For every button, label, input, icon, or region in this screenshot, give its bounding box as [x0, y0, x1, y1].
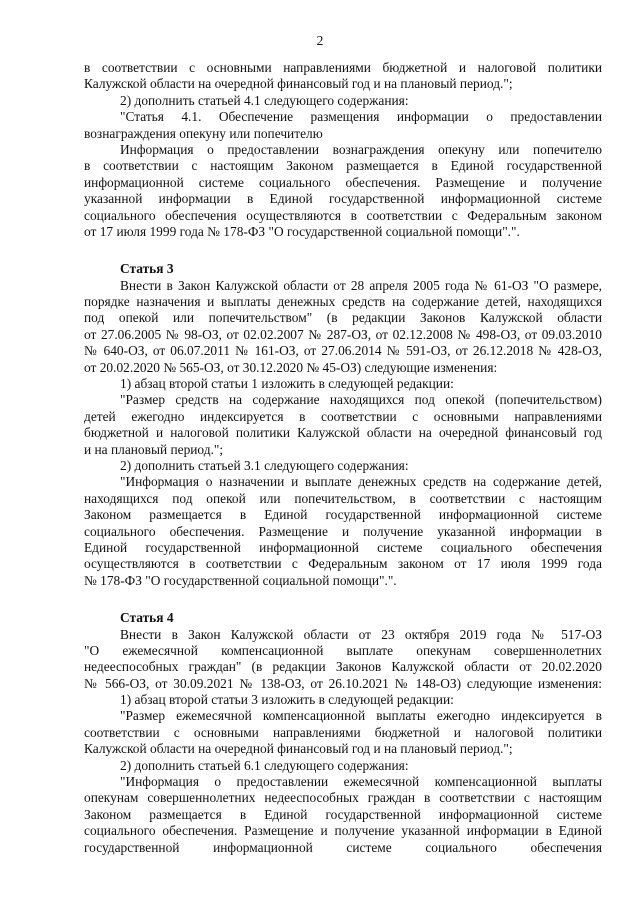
text-line: в соответствии с настоящим Законом размещается в Единой государственной	[84, 158, 602, 174]
paragraph-gap	[84, 589, 602, 610]
text-line: Внести в Закон Калужской области от 23 октября 2019 года № 517-ОЗ	[120, 626, 602, 642]
text-line: от 20.02.2020 № 565-ОЗ, от 30.12.2020 № 45-ОЗ) следующие изменения:	[84, 359, 498, 375]
text-line: вознаграждения опекуну или попечителю	[84, 125, 323, 141]
text-line: информационной системе социального обеспечения. Размещение и получение	[84, 174, 602, 190]
text-line: детей ежегодно индексируется в соответствии с основными направлениями	[84, 408, 602, 424]
text-line: порядке назначения и выплаты денежных средств на содержание детей, находящихся	[84, 294, 602, 310]
text-line: под опекой или попечительством" (в редакции Законов Калужской области	[84, 310, 602, 326]
text-line: недееспособных граждан" (в редакции Законов Калужской области от 20.02.2020	[84, 659, 602, 675]
text-line: государственной информационной системе социального обеспечения	[84, 839, 602, 855]
text-line: бюджетной и налоговой политики Калужской области на очередной финансовый год	[84, 425, 602, 441]
text-line: "Размер средств на содержание находящихся под опекой (попечительством)	[120, 392, 602, 408]
text-line: социального обеспечения. Размещение и получение указанной информации в Единой	[84, 823, 602, 839]
text-line: 2) дополнить статьей 4.1 следующего содержания:	[120, 92, 409, 108]
document-body	[84, 60, 602, 856]
article-heading: Статья 3	[120, 261, 174, 277]
text-line: № 178-ФЗ "О государственной социальной помощи".".	[84, 572, 397, 588]
text-line: "Размер ежемесячной компенсационной выплаты ежегодно индексируется в	[120, 708, 602, 724]
text-line: Информация о предоставлении вознаграждения опекуну или попечителю	[120, 141, 602, 157]
text-line: в соответствии с основными направлениями бюджетной и налоговой политики	[84, 60, 602, 75]
text-line: Калужской области на очередной финансовый год и на плановый период.";	[84, 741, 513, 757]
text-line: № 566-ОЗ, от 30.09.2021 № 138-ОЗ, от 26.10.2021 № 148-ОЗ) следующие изменения:	[84, 675, 602, 691]
paragraph-gap	[84, 240, 602, 261]
text-line: указанной информации в Единой государственной информационной системе	[84, 191, 602, 207]
text-line: Внести в Закон Калужской области от 28 апреля 2005 года № 61-ОЗ "О размере,	[120, 277, 602, 293]
text-line: от 17 июля 1999 года № 178-ФЗ "О государственной социальной помощи".".	[84, 223, 520, 239]
text-line: Единой государственной информационной системе социального обеспечения	[84, 539, 602, 555]
page-number: 2	[316, 33, 324, 48]
text-line: 1) абзац второй статьи 3 изложить в следующей редакции:	[120, 692, 454, 708]
article-heading: Статья 4	[120, 610, 174, 626]
text-line: № 640-ОЗ, от 06.07.2011 № 161-ОЗ, от 27.06.2014 № 591-ОЗ, от 26.12.2018 № 428-ОЗ,	[84, 343, 602, 359]
text-line: социального обеспечения осуществляются в соответствии с Федеральным законом	[84, 207, 602, 223]
text-line: Законом размещается в Единой государственной информационной системе	[84, 806, 602, 822]
text-line: "Информация о назначении и выплате денежных средств на содержание детей,	[120, 474, 602, 490]
text-line: социального обеспечения. Размещение и получение указанной информации в	[84, 523, 602, 539]
text-line: соответствии с основными направлениями бюджетной и налоговой политики	[84, 724, 602, 740]
text-line: 1) абзац второй статьи 1 изложить в следующей редакции:	[120, 376, 454, 392]
text-line: и на плановый период.";	[84, 441, 224, 457]
text-line: Законом размещается в Единой государственной информационной системе	[84, 507, 602, 523]
text-line: Калужской области на очередной финансовый год и на плановый период.";	[84, 76, 513, 92]
text-line: "Статья 4.1. Обеспечение размещения информации о предоставлении	[120, 109, 602, 125]
text-line: 2) дополнить статьей 6.1 следующего содержания:	[120, 757, 409, 773]
text-line: от 27.06.2005 № 98-ОЗ, от 02.02.2007 № 287-ОЗ, от 02.12.2008 № 498-ОЗ, от 09.03.2010	[84, 326, 602, 342]
text-line: "О ежемесячной компенсационной выплате опекунам совершеннолетних	[84, 642, 602, 658]
text-line: "Информация о предоставлении ежемесячной компенсационной выплаты	[120, 774, 602, 790]
text-line: опекунам совершеннолетних недееспособных граждан в соответствии с настоящим	[84, 790, 602, 806]
text-line: 2) дополнить статьей 3.1 следующего содержания:	[120, 457, 409, 473]
text-line: находящихся под опекой или попечительством, в соответствии с настоящим	[84, 490, 602, 506]
text-line: осуществляются в соответствии с Федеральным законом от 17 июля 1999 года	[84, 556, 602, 572]
